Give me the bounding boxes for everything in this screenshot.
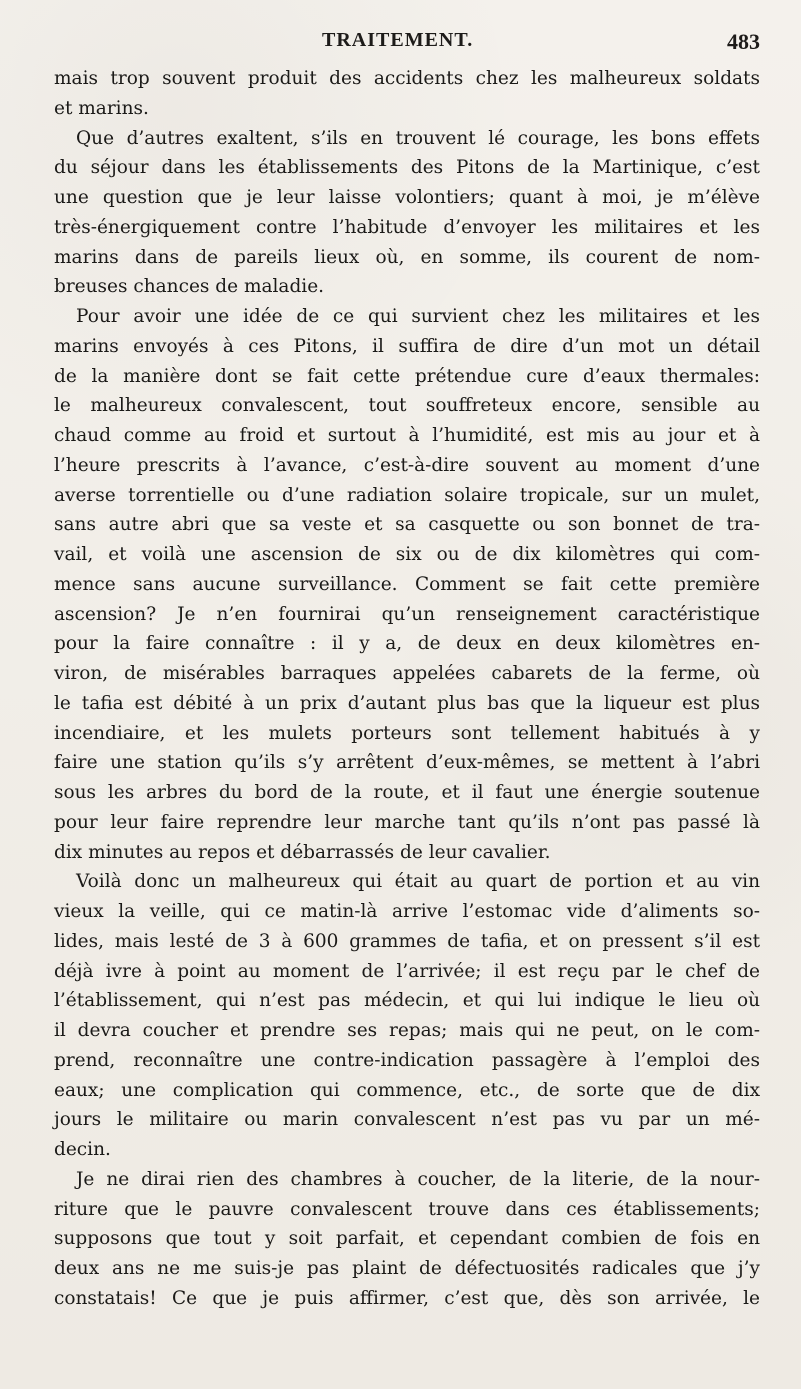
text-line: de la manière dont se fait cette prétendue cure d’eaux thermales: [54,365,760,387]
text-line: marins envoyés à ces Pitons, il suffira de dire d’un mot un détail [54,335,760,357]
page-number: 483 [727,29,760,54]
text-line: lides, mais lesté de 3 à 600 grammes de tafia, et on pressent s’il est [54,930,760,952]
text-line: l’établissement, qui n’est pas médecin, et qui lui indique le lieu où [54,990,760,1012]
text-line: prend, reconnaître une contre-indication passagère à l’emploi des [54,1049,760,1071]
text-line: Je ne dirai rien des chambres à coucher, de la literie, de la nour- [76,1168,760,1190]
text-line: faire une station qu’ils s’y arrêtent d’eux-mêmes, se mettent à l’abri [54,752,760,774]
text-line: il devra coucher et prendre ses repas; mais qui ne peut, on le com- [54,1020,760,1041]
text-line: riture que le pauvre convalescent trouve dans ces établissements; [54,1198,760,1220]
text-line: eaux; une complication qui commence, etc., de sorte que de dix [54,1079,760,1101]
text-line: Voilà donc un malheureux qui était au quart de portion et au vin [76,871,760,893]
text-line: incendiaire, et les mulets porteurs sont tellement habitués à y [54,722,760,744]
text-line: sans autre abri que sa veste et sa casquette ou son bonnet de tra- [54,514,760,536]
text-line: supposons que tout y soit parfait, et cependant combien de fois en [54,1228,760,1250]
text-line: Que d’autres exaltent, s’ils en trouvent lé courage, les bons effets [76,127,760,149]
text-line: sous les arbres du bord de la route, et il faut une énergie soutenue [54,782,760,803]
text-line: deux ans ne me suis-je pas plaint de défectuosités radicales que j’y [54,1258,760,1279]
text-line: déjà ivre à point au moment de l’arrivée; il est reçu par le chef de [54,960,760,982]
text-line: pour la faire connaître : il y a, de deux en deux kilomètres en- [54,633,760,655]
text-line: mence sans aucune surveillance. Comment se fait cette première [54,573,760,595]
text-line: le malheureux convalescent, tout souffreteux encore, sensible au [54,395,760,417]
text-line: marins dans de pareils lieux où, en somme, ils courent de nom- [54,246,760,268]
text-line: Pour avoir une idée de ce qui survient chez les militaires et les [76,306,760,327]
text-line: constatais! Ce que je puis affirmer, c’est que, dès son arrivée, le [54,1287,760,1309]
text-line: vail, et voilà une ascension de six ou de dix kilomètres qui com- [54,544,760,565]
text-line: une question que je leur laisse volontiers; quant à moi, je m’élève [54,187,760,208]
text-line: l’heure prescrits à l’avance, c’est-à-dire souvent au moment d’une [54,454,760,476]
text-line: le tafia est débité à un prix d’autant plus bas que la liqueur est plus [54,692,760,714]
text-line: mais trop souvent produit des accidents chez les malheureux soldats [54,68,760,89]
running-head [82,29,760,63]
text-line: pour leur faire reprendre leur marche tant qu’ils n’ont pas passé là [54,811,760,833]
text-line: du séjour dans les établissements des Pitons de la Martinique, c’est [54,157,760,179]
text-line: ascension? Je n’en fournirai qu’un renseignement caractéristique [54,603,760,625]
text-line: averse torrentielle ou d’une radiation solaire tropicale, sur un mulet, [54,484,760,506]
text-line: dix minutes au repos et débarrassés de leur cavalier. [54,841,551,863]
text-line: vieux la veille, qui ce matin-là arrive l’estomac vide d’aliments so- [54,901,760,922]
text-line: chaud comme au froid et surtout à l’humidité, est mis au jour et à [54,425,760,446]
body-text [54,64,760,1314]
text-line: decin. [54,1139,111,1160]
text-line: jours le militaire ou marin convalescent n’est pas vu par un mé- [54,1109,760,1131]
running-title: TRAITEMENT. [322,29,474,51]
text-line: breuses chances de maladie. [54,276,325,298]
text-line: viron, de misérables barraques appelées cabarets de la ferme, où [54,663,760,684]
text-line: très-énergiquement contre l’habitude d’envoyer les militaires et les [54,216,760,238]
text-line: et marins. [54,97,149,119]
